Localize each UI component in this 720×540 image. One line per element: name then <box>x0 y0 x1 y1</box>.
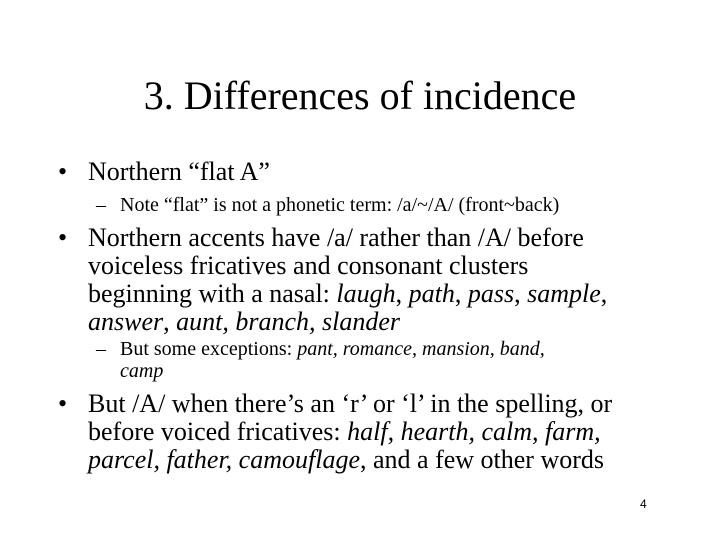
page-number: 4 <box>640 497 647 511</box>
slide-title: 3. Differences of incidence <box>143 73 577 118</box>
bullet-line <box>88 308 607 336</box>
separator: , <box>163 307 177 336</box>
example-word: answer <box>88 307 164 336</box>
separator: , <box>600 279 608 308</box>
bullet-text <box>88 390 612 474</box>
line-text: , and a few other words <box>359 445 605 474</box>
bullet-marker: • <box>58 389 68 418</box>
sub-bullet-text: Note “flat” is not a phonetic term: /a/~/A/ (front~back) <box>120 194 560 216</box>
bullet-marker: • <box>58 223 68 252</box>
line-text: before voiced fricatives: <box>88 417 348 446</box>
example-word: pass <box>467 279 515 308</box>
line-text: beginning with a nasal: <box>88 279 337 308</box>
example-words: parcel, father, camouflage <box>88 445 360 474</box>
example-word: path <box>408 279 455 308</box>
bullet-line <box>88 446 612 474</box>
separator: , <box>395 279 409 308</box>
dash-marker: – <box>96 338 106 360</box>
line-text: But some exceptions: <box>120 338 298 360</box>
bullet-line <box>88 418 612 446</box>
bullet-text: Northern “flat A” <box>88 157 270 186</box>
bullet-line <box>88 280 607 308</box>
example-words: pant, romance, mansion, band, <box>297 338 545 360</box>
sub-bullet-line <box>120 360 545 382</box>
dash-marker: – <box>96 194 106 216</box>
example-words: camp <box>120 360 164 382</box>
example-words: aunt, branch, slander <box>176 307 401 336</box>
bullet-line: voiceless fricatives and consonant clusters <box>88 251 529 280</box>
bullet-line: But /A/ when there’s an ‘r’ or ‘l’ in the spelling, or <box>88 389 613 418</box>
separator: , <box>454 279 468 308</box>
example-word: sample <box>527 279 601 308</box>
bullet-line: Northern accents have /a/ rather than /A/ before <box>88 223 584 252</box>
sub-bullet-line <box>120 338 545 360</box>
sub-bullet-text <box>120 338 545 382</box>
example-word: laugh <box>336 279 396 308</box>
example-words: half, hearth, calm, farm, <box>347 417 601 446</box>
bullet-marker: • <box>58 157 68 186</box>
bullet-text <box>88 224 607 336</box>
separator: , <box>514 279 528 308</box>
